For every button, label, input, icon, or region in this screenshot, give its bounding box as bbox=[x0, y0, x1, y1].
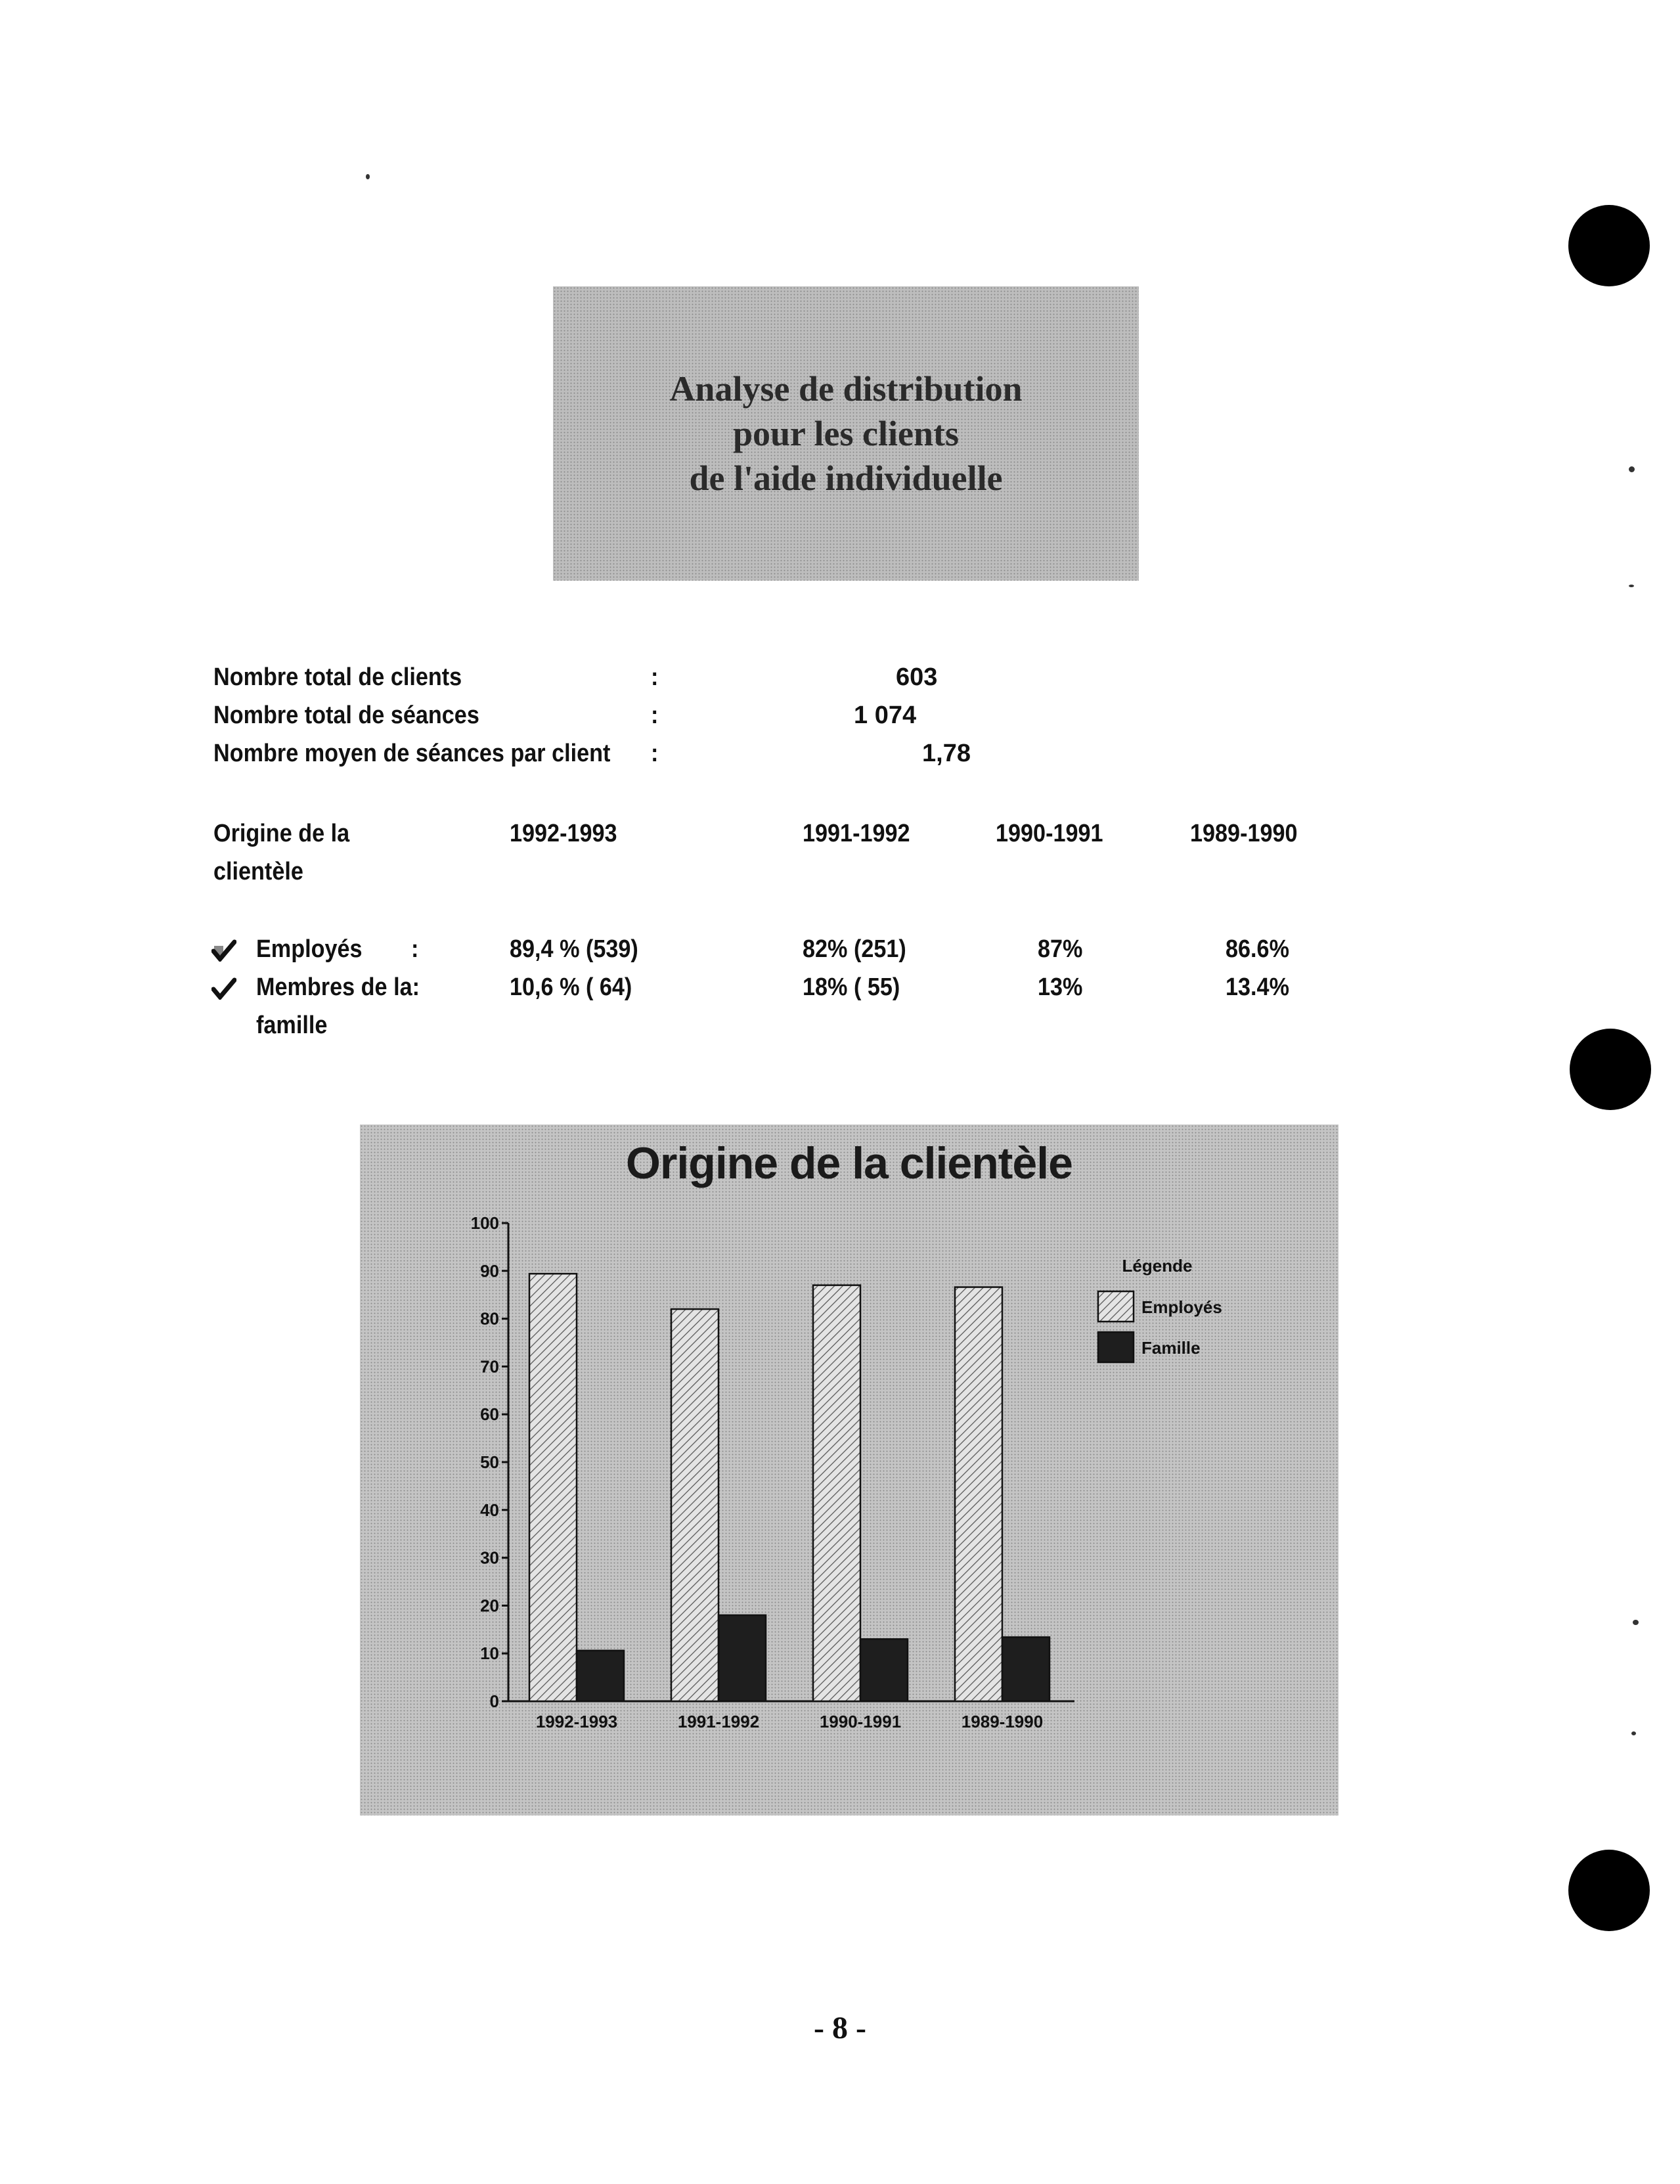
bar-famille bbox=[1002, 1637, 1050, 1701]
stat-row-clients bbox=[213, 663, 1337, 702]
employes-value-1989-1990: 86.6% bbox=[1226, 935, 1289, 963]
title-line-1: Analyse de distribution bbox=[669, 369, 1023, 409]
stat-label: Nombre total de clients bbox=[213, 663, 462, 691]
table-year-3: 1990-1991 bbox=[996, 820, 1103, 847]
page-number: - 8 - bbox=[814, 2011, 866, 2045]
legend-swatch-employes bbox=[1098, 1291, 1134, 1322]
binder-hole-bottom bbox=[1568, 1850, 1650, 1931]
y-tick-label: 70 bbox=[480, 1356, 499, 1377]
x-tick-label: 1990-1991 bbox=[819, 1712, 902, 1731]
y-tick-label: 30 bbox=[480, 1548, 499, 1568]
summary-stats bbox=[213, 663, 1461, 778]
x-tick-label: 1989-1990 bbox=[961, 1712, 1044, 1731]
stat-colon: : bbox=[651, 740, 659, 767]
stat-colon: : bbox=[651, 702, 659, 729]
title-line-2: pour les clients bbox=[732, 414, 959, 453]
checkmark-icon bbox=[211, 939, 236, 962]
stat-row-seances bbox=[213, 702, 1337, 740]
y-tick-label: 40 bbox=[480, 1500, 499, 1520]
table-year-2: 1991-1992 bbox=[803, 820, 910, 847]
famille-value-1989-1990: 13.4% bbox=[1226, 973, 1289, 1001]
chart-title: Origine de la clientèle bbox=[626, 1138, 1072, 1188]
x-tick-label: 1992-1993 bbox=[535, 1712, 618, 1731]
y-tick-label: 60 bbox=[480, 1404, 499, 1425]
stat-colon: : bbox=[651, 663, 659, 691]
employes-value-1990-1991: 87% bbox=[1038, 935, 1083, 963]
scan-speck bbox=[1633, 1620, 1639, 1625]
y-tick-label: 20 bbox=[480, 1595, 499, 1616]
table-year-4: 1989-1990 bbox=[1190, 820, 1298, 847]
bar-famille bbox=[577, 1651, 624, 1701]
famille-value-1991-1992: 18% ( 55) bbox=[803, 973, 900, 1001]
y-tick-label: 90 bbox=[480, 1260, 499, 1281]
scan-speck bbox=[1631, 1731, 1636, 1735]
scan-speck bbox=[1629, 466, 1635, 472]
legend-label: Famille bbox=[1141, 1338, 1201, 1358]
table-header-label-2: clientèle bbox=[213, 858, 303, 885]
stat-value-seances: 1 074 bbox=[854, 702, 917, 729]
y-tick-label: 50 bbox=[480, 1452, 499, 1472]
table-header-label-1: Origine de la bbox=[213, 820, 350, 847]
legend-label: Employés bbox=[1141, 1297, 1222, 1317]
y-tick-label: 0 bbox=[489, 1691, 499, 1711]
legend-swatch-famille bbox=[1098, 1332, 1134, 1362]
title-box bbox=[553, 286, 1139, 581]
row-sep-employes: : bbox=[411, 935, 419, 963]
table-year-1: 1992-1993 bbox=[510, 820, 617, 847]
y-tick-label: 100 bbox=[470, 1213, 499, 1233]
bar-employes bbox=[813, 1285, 860, 1701]
row-label-membres: Membres de la: bbox=[256, 973, 420, 1001]
legend-title: Légende bbox=[1122, 1256, 1193, 1276]
stat-label: Nombre total de séances bbox=[213, 702, 479, 729]
x-tick-label: 1991-1992 bbox=[677, 1712, 760, 1731]
y-tick-label: 80 bbox=[480, 1308, 499, 1329]
chart-panel bbox=[360, 1125, 1338, 1816]
checkmark-icon bbox=[211, 977, 236, 1000]
bar-chart bbox=[360, 1125, 1338, 1816]
row-label-membres-2: famille bbox=[256, 1012, 328, 1039]
employes-value-1992-1993: 89,4 % (539) bbox=[510, 935, 638, 963]
scan-speck bbox=[366, 174, 370, 179]
binder-hole-middle bbox=[1570, 1029, 1651, 1110]
stat-label: Nombre moyen de séances par client bbox=[213, 740, 611, 767]
bar-employes bbox=[529, 1274, 577, 1701]
famille-value-1992-1993: 10,6 % ( 64) bbox=[510, 973, 632, 1001]
binder-hole-top bbox=[1568, 205, 1650, 286]
stat-value-clients: 603 bbox=[896, 663, 938, 691]
bar-employes bbox=[955, 1287, 1002, 1701]
famille-value-1990-1991: 13% bbox=[1038, 973, 1083, 1001]
bar-famille bbox=[860, 1639, 908, 1701]
bar-famille bbox=[718, 1615, 766, 1701]
row-label-employes: Employés bbox=[256, 935, 363, 963]
stat-value-moyenne: 1,78 bbox=[922, 740, 971, 767]
title-line-3: de l'aide individuelle bbox=[689, 458, 1003, 498]
y-tick-label: 10 bbox=[480, 1643, 499, 1664]
employes-value-1991-1992: 82% (251) bbox=[803, 935, 906, 963]
scan-speck bbox=[1629, 585, 1634, 587]
bar-employes bbox=[671, 1309, 718, 1701]
stat-row-moyenne bbox=[213, 740, 1337, 778]
